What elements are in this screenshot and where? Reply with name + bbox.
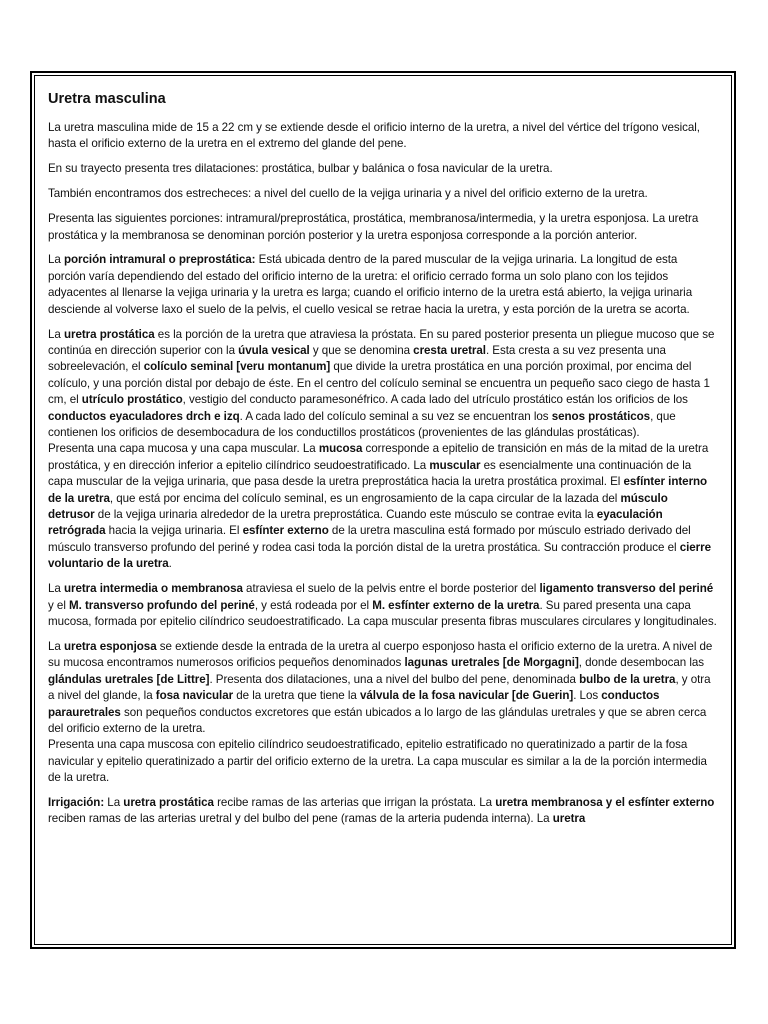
- text-run: Presenta una capa muscosa con epitelio cilíndrico seudoestratificado, epitelio estratificado no queratinizado a partir de la fosa navicular y epitelio queratinizado a partir del orificio externo de la uretra. La capa muscular es similar a la de la porción intermedia de la uretra.: [48, 738, 707, 785]
- bold-term: uretra esponjosa: [63, 639, 157, 653]
- text-run: Está ubicada dentro de la pared muscular de la vejiga urinaria. La longitud de esta porción varía dependiendo del estado del orificio interno de la uretra: el orificio cerrado forma un solo plano con los tejidos adyacentes al llenarse la vejiga urinaria y la uretra es larga; cuando el orificio interno de la uretra está abierto, la vejiga urinaria desciende al volverse laxo el suelo de la pelvis, el cuello vesical se retrae hacia la uretra, y esta porción de la uretra se acorta.: [48, 253, 693, 316]
- text-run: . Los: [573, 689, 602, 703]
- bold-term: cresta uretral: [413, 343, 486, 357]
- text-run: La: [48, 327, 64, 341]
- bold-term: cierre voluntario de la uretra: [48, 540, 712, 571]
- text-run: recibe ramas de las arterias que irrigan la próstata. La: [213, 796, 496, 810]
- bold-term: M. transverso profundo del periné: [69, 598, 255, 612]
- bold-term: uretra intermedia o membranosa: [63, 582, 243, 596]
- text-run: , y otra a nivel del glande, la: [48, 672, 711, 703]
- text-run: , que está por encima del colículo seminal, es un engrosamiento de la capa circular de la lazada del: [109, 491, 621, 505]
- bold-term: Irrigación:: [48, 796, 105, 810]
- text-run: La: [48, 639, 64, 653]
- bold-term: válvula de la fosa navicular [de Guerin]: [359, 689, 574, 703]
- paragraph-dilatations: [48, 161, 717, 177]
- bold-term: utrículo prostático: [81, 393, 183, 407]
- bold-term: uretra membranosa y el esfínter externo: [495, 796, 715, 810]
- text-run: y que se denomina: [309, 343, 414, 357]
- bold-term: uretra: [552, 812, 586, 826]
- paragraph-intramural: [48, 252, 717, 318]
- text-run: También encontramos dos estrecheces: a nivel del cuello de la vejiga urinaria y a nivel del orificio externo de la uretra.: [48, 187, 648, 201]
- bold-term: bulbo de la uretra: [579, 672, 676, 686]
- text-run: . A cada lado del colículo seminal a su vez se encuentran los: [239, 409, 552, 423]
- text-run: , y está rodeada por el: [254, 598, 373, 612]
- paragraph-length: [48, 120, 717, 153]
- text-run: y el: [48, 598, 70, 612]
- bold-term: porción intramural o preprostática:: [63, 253, 256, 267]
- paragraph-narrowings: [48, 186, 717, 202]
- text-run: . Presenta dos dilataciones, una a nivel del bulbo del pene, denominada: [209, 672, 580, 686]
- text-run: . Su pared presenta una capa mucosa, formada por epitelio cilíndrico seudoestratificado. La capa muscular presenta fibras musculares circulares y longitudinales.: [48, 598, 717, 628]
- bold-term: lagunas uretrales [de Morgagni]: [404, 656, 579, 670]
- bold-term: M. esfínter externo de la uretra: [372, 598, 540, 612]
- paragraph-spongy: [48, 639, 717, 737]
- bold-term: conductos parauretrales: [48, 689, 660, 719]
- text-run: . Esta cresta a su vez presenta una sobreelevación, el: [48, 343, 666, 374]
- bold-term: mucosa: [318, 442, 363, 456]
- text-run: es la porción de la uretra que atraviesa la próstata. En su pared posterior presenta un pliegue mucoso que se continúa en dirección superior con la: [48, 327, 715, 357]
- bold-term: ligamento transverso del periné: [539, 582, 714, 596]
- bold-term: esfínter externo: [242, 524, 329, 538]
- text-run: son pequeños conductos excretores que están ubicados a lo largo de las glándulas uretrales y que se abren cerca del orificio externo de la uretra.: [48, 705, 707, 735]
- paragraph-spongy-layers: [48, 737, 717, 786]
- text-run: se extiende desde la entrada de la uretra al cuerpo esponjoso hasta el orificio externo de la uretra. A nivel de su mucosa encontramos numerosos orificios pequeños denominados: [48, 639, 713, 670]
- text-run: En su trayecto presenta tres dilataciones: prostática, bulbar y balánica o fosa navicular de la uretra.: [48, 162, 553, 176]
- bold-term: uretra prostática: [63, 327, 155, 341]
- bold-term: esfínter interno de la uretra: [48, 475, 708, 505]
- paragraph-prostatic-layers: [48, 441, 717, 572]
- text-run: La: [48, 582, 64, 596]
- text-run: atraviesa el suelo de la pelvis entre el borde posterior del: [242, 582, 540, 596]
- text-run: , vestigio del conducto paramesonéfrico. A cada lado del utrículo prostático están los orificios de los: [182, 393, 688, 407]
- document-title: Uretra masculina: [48, 91, 166, 107]
- text-run: hacia la vejiga urinaria. El: [105, 524, 243, 538]
- text-run: La uretra masculina mide de 15 a 22 cm y se extiende desde el orificio interno de la uretra, a nivel del vértice del trígono vesical, hasta el orificio externo de la uretra en el extremo del glande del pene.: [48, 121, 700, 151]
- text-run: que divide la uretra prostática en una porción proximal, por encima del colículo, y una porción distal por debajo de éste. En el centro del colículo seminal se encuentra un pequeño saco ciego de hasta 1 cm, el: [48, 360, 710, 407]
- bold-term: músculo detrusor: [48, 491, 668, 522]
- bold-term: senos prostáticos: [551, 409, 651, 423]
- text-run: , donde desembocan las: [578, 656, 705, 670]
- text-run: La: [48, 253, 64, 267]
- paragraph-membranous: [48, 581, 717, 630]
- bold-term: úvula vesical: [238, 343, 310, 357]
- text-run: de la vejiga urinaria alrededor de la uretra preprostática. Cuando este músculo se contrae evita la: [94, 508, 597, 522]
- text-run: es esencialmente una continuación de la capa muscular de la vejiga urinaria, que pasa desde la uretra preprostática hacia la uretra prostática proximal. El: [48, 458, 692, 489]
- text-run: Presenta una capa mucosa y una capa muscular. La: [48, 442, 319, 456]
- bold-term: conductos eyaculadores drch e izq: [48, 409, 240, 423]
- paragraph-irrigation: [48, 795, 717, 828]
- text-run: de la uretra que tiene la: [233, 689, 360, 703]
- text-run: Presenta las siguientes porciones: intramural/preprostática, prostática, membranosa/intermedia, y la uretra esponjosa. La uretra prostática y la membranosa se denominan porción posterior y la uretra esponjosa corresponde a la porción anterior.: [48, 212, 699, 242]
- paragraph-prostatic: [48, 327, 717, 442]
- paragraph-portions: [48, 211, 717, 244]
- text-run: , que contienen los orificios de desembocadura de los conductillos prostáticos (provenientes de las glándulas prostáticas).: [48, 409, 676, 439]
- bold-term: muscular: [429, 458, 481, 472]
- text-run: corresponde a epitelio de transición en más de la mitad de la uretra prostática, y en dirección inferior a epitelio cilíndrico seudoestratificado. La: [48, 442, 709, 472]
- text-run: reciben ramas de las arterias uretral y del bulbo del pene (ramas de la arteria pudenda interna). La: [48, 812, 553, 826]
- text-run: .: [168, 557, 172, 571]
- bold-term: uretra prostática: [123, 796, 214, 810]
- document-frame: [30, 71, 736, 949]
- bold-term: eyaculación retrógrada: [48, 508, 663, 538]
- text-run: de la uretra masculina está formado por músculo estriado derivado del músculo transverso profundo del periné y rodea casi toda la porción distal de la uretra prostática. Su contracción produce el: [48, 524, 691, 554]
- document-body: [48, 120, 717, 828]
- bold-term: colículo seminal [veru montanum]: [143, 360, 331, 374]
- bold-term: glándulas uretrales [de Littre]: [48, 672, 210, 686]
- document-content: [34, 75, 732, 945]
- text-run: La: [104, 796, 124, 810]
- bold-term: fosa navicular: [155, 689, 234, 703]
